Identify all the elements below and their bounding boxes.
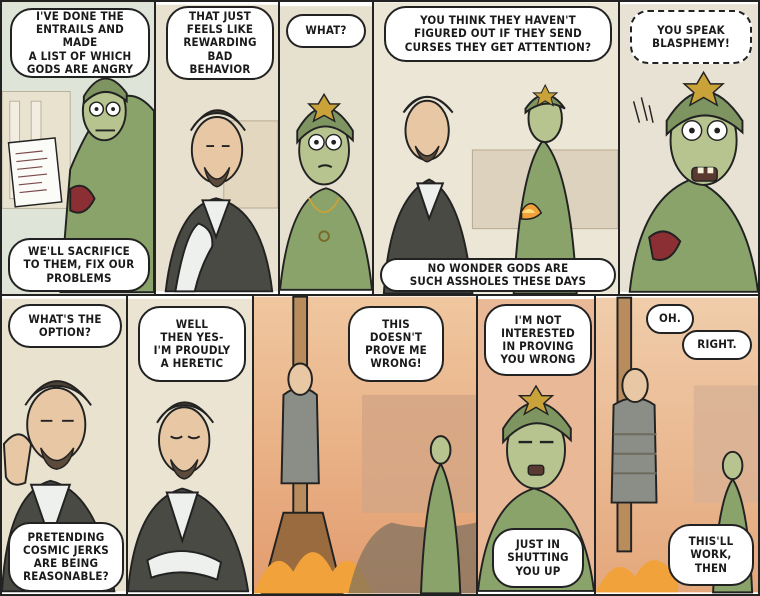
- panel-5: [618, 0, 760, 296]
- bubble-not-interested: I'M NOT INTERESTED IN PROVING YOU WRONG: [484, 304, 592, 376]
- bubble-shutting-up: JUST IN SHUTTING YOU UP: [492, 528, 584, 588]
- bubble-sacrifice: WE'LL SACRIFICE TO THEM, FIX OUR PROBLEMS: [8, 238, 150, 292]
- bubble-entrails: I'VE DONE THE ENTRAILS AND MADE A LIST OF WHICH GODS ARE ANGRY: [10, 8, 150, 78]
- panel-1: [0, 0, 156, 296]
- bubble-blasphemy: YOU SPEAK BLASPHEMY!: [630, 10, 752, 64]
- bubble-this-will-work: THIS'LL WORK, THEN: [668, 524, 754, 586]
- panel-6: [0, 294, 128, 596]
- bubble-option: WHAT'S THE OPTION?: [8, 304, 122, 348]
- panel-4: [372, 0, 620, 296]
- panel-7: [126, 294, 254, 596]
- panel-3: [278, 0, 374, 296]
- bubble-pretending: PRETENDING COSMIC JERKS ARE BEING REASONABLE?: [8, 522, 124, 592]
- panel-9: [476, 294, 596, 596]
- bubble-attention: YOU THINK THEY HAVEN'T FIGURED OUT IF THEY SEND CURSES THEY GET ATTENTION?: [384, 6, 612, 62]
- panel-10: [594, 294, 760, 596]
- bubble-what: WHAT?: [286, 14, 366, 48]
- bubble-rewarding: THAT JUST FEELS LIKE REWARDING BAD BEHAVIOR: [166, 6, 274, 80]
- panel-8: [252, 294, 478, 596]
- bubble-right: RIGHT.: [682, 330, 752, 360]
- bubble-prove: THIS DOESN'T PROVE ME WRONG!: [348, 306, 444, 382]
- panel-2: [154, 0, 280, 296]
- bubble-oh: OH.: [646, 304, 694, 334]
- bubble-assholes: NO WONDER GODS ARE SUCH ASSHOLES THESE DAYS: [380, 258, 616, 292]
- bubble-heretic: WELL THEN YES- I'M PROUDLY A HERETIC: [138, 306, 246, 382]
